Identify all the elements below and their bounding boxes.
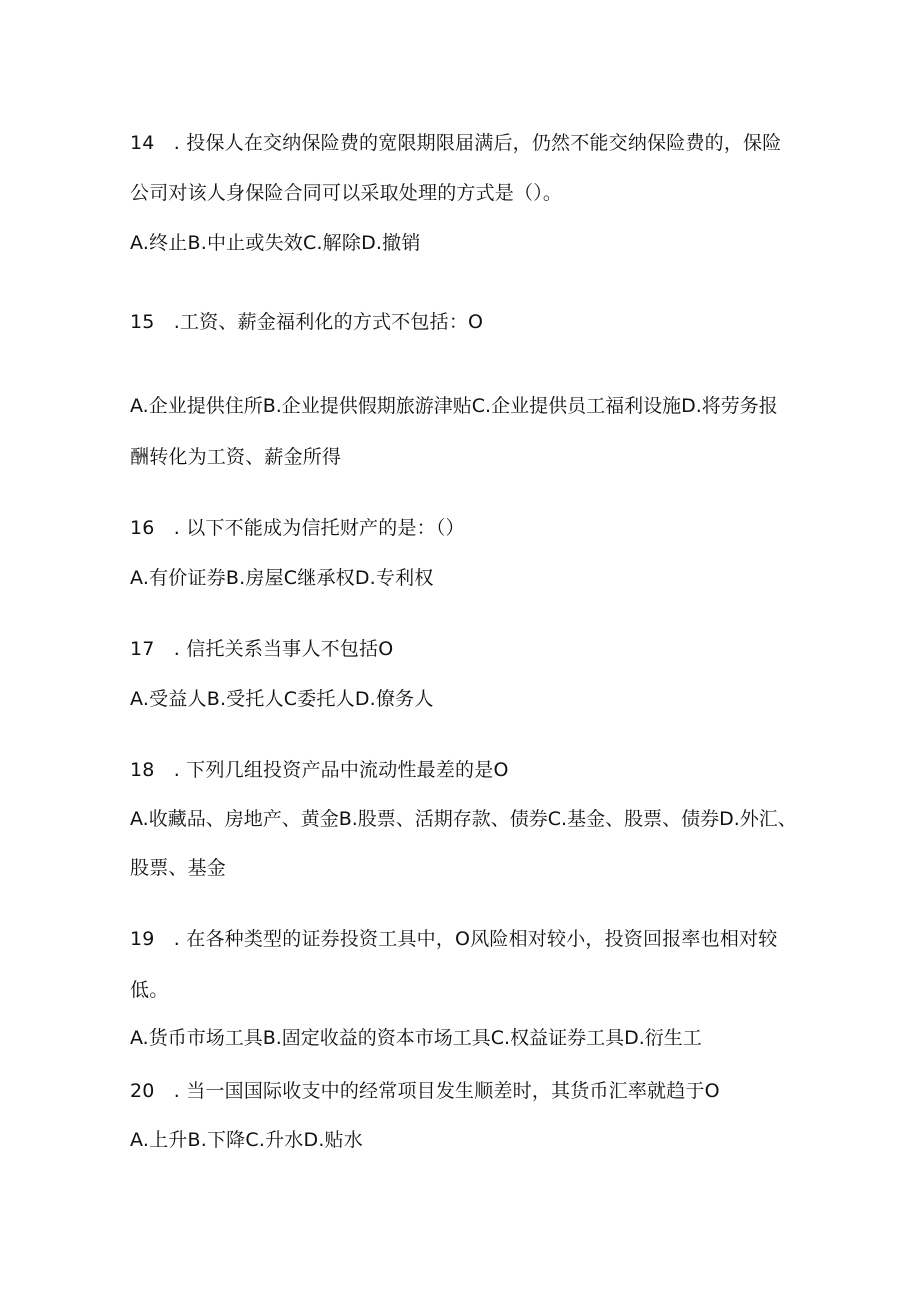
question-19-text-line-1: 19 . 在各种类型的证券投资工具中，O风险相对较小，投资回报率也相对较 (130, 928, 778, 950)
question-14-text-line-2: 公司对该人身保险合同可以采取处理的方式是（）。 (130, 182, 563, 204)
question-16-text: 16 . 以下不能成为信托财产的是：（） (130, 517, 465, 539)
question-18-options-line-2: 股票、基金 (130, 857, 227, 879)
question-19-text-line-2: 低。 (130, 979, 169, 1001)
question-17-options: A.受益人B.受托人C委托人D.僚务人 (130, 688, 434, 710)
question-19-options: A.货币市场工具B.固定收益的资本市场工具C.权益证券工具D.衍生工 (130, 1027, 702, 1049)
question-18-options-line-1: A.收藏品、房地产、黄金B.股票、活期存款、债券C.基金、股票、债券D.外汇、 (130, 808, 797, 830)
question-20-options: A.上升B.下降C.升水D.贴水 (130, 1129, 363, 1151)
question-14-text-line-1: 14 . 投保人在交纳保险费的宽限期限届满后，仍然不能交纳保险费的，保险 (130, 132, 782, 154)
question-18-text: 18 . 下列几组投资产品中流动性最差的是O (130, 759, 509, 781)
question-15-options-line-1: A.企业提供住所B.企业提供假期旅游津贴C.企业提供员工福利设施D.将劳务报 (130, 395, 778, 417)
question-17-text: 17 . 信托关系当事人不包括O (130, 638, 394, 660)
question-14-options: A.终止B.中止或失效C.解除D.撤销 (130, 232, 421, 254)
question-15-text: 15 .工资、薪金福利化的方式不包括：O (130, 311, 484, 333)
question-16-options: A.有价证券B.房屋C继承权D.专利权 (130, 567, 434, 589)
question-15-options-line-2: 酬转化为工资、薪金所得 (130, 446, 342, 468)
question-20-text: 20 . 当一国国际收支中的经常项目发生顺差时，其货币汇率就趋于O (130, 1080, 720, 1102)
